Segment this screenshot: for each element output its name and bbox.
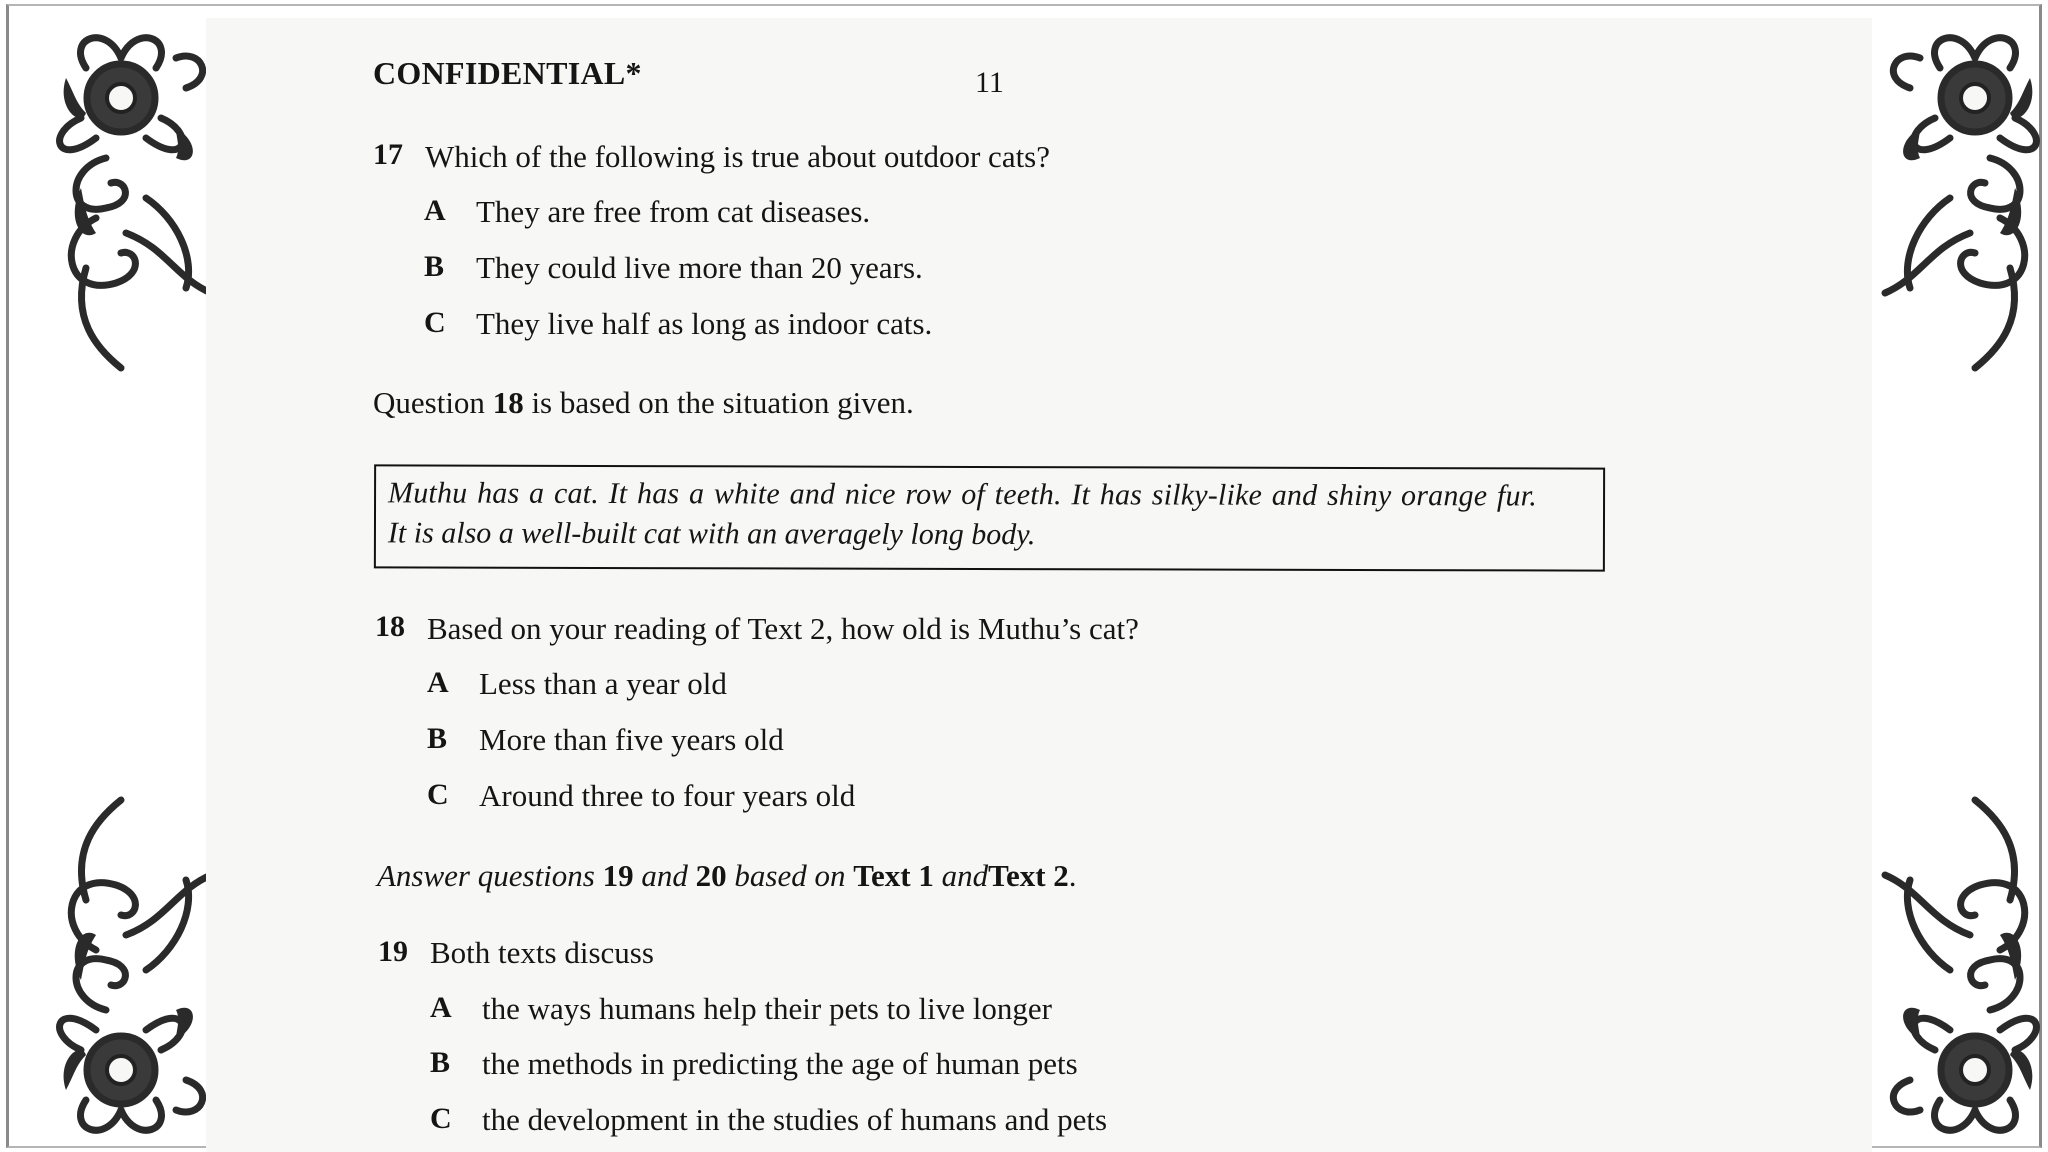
option-letter-a: A — [424, 194, 446, 227]
floral-ornament-top-right — [1870, 18, 2048, 378]
instr-text1: Text 1 — [853, 858, 934, 893]
option-text-c: Around three to four years old — [479, 778, 856, 813]
question-text: Based on your reading of Text 2, how old is Muthu’s cat? — [427, 611, 1139, 646]
option-letter-c: C — [427, 778, 449, 811]
option-letter-b: B — [427, 722, 448, 755]
floral-ornament-top-left — [26, 18, 226, 378]
option-text-b: the methods in predicting the age of human pets — [482, 1046, 1078, 1081]
instr-part3: based on — [734, 858, 846, 893]
option-text-b: More than five years old — [479, 722, 784, 757]
situation-line-2: It is also a well-built cat with an averagely long body. — [387, 516, 1036, 552]
option-text-a: the ways humans help their pets to live longer — [482, 991, 1052, 1026]
page-number: 11 — [975, 66, 1004, 99]
option-text-a: Less than a year old — [479, 666, 727, 701]
option-letter-a: A — [427, 666, 449, 699]
intro-before: Question — [373, 385, 485, 420]
question-number: 19 — [378, 935, 408, 968]
option-text-a: They are free from cat diseases. — [476, 194, 871, 229]
exam-page — [206, 18, 1872, 1152]
confidential-label: CONFIDENTIAL* — [373, 55, 642, 91]
instr-num2: 20 — [695, 858, 727, 893]
intro-number: 18 — [492, 385, 524, 420]
option-text-b: They could live more than 20 years. — [476, 250, 923, 285]
situation-line-1: Muthu has a cat. It has a white and nice row of teeth. It has silky-like and shiny orange fur. — [388, 476, 1537, 513]
instr-part1: Answer questions — [377, 858, 595, 893]
question-18-intro — [373, 385, 914, 421]
question-number: 18 — [375, 610, 405, 643]
floral-ornament-bottom-right — [1870, 790, 2048, 1150]
intro-after: is based on the situation given. — [531, 385, 914, 420]
option-letter-b: B — [430, 1046, 451, 1079]
situation-box — [374, 464, 1605, 571]
instr-text2: Text 2 — [988, 858, 1069, 893]
option-text-c: the development in the studies of humans and pets — [482, 1102, 1108, 1137]
question-text: Which of the following is true about outdoor cats? — [425, 139, 1051, 174]
instruction-19-20 — [377, 858, 1077, 894]
question-number: 17 — [373, 138, 403, 171]
floral-ornament-bottom-left — [26, 790, 226, 1150]
instr-part4: and — [941, 858, 989, 893]
instr-part2: and — [641, 858, 688, 893]
instr-end: . — [1068, 858, 1077, 893]
question-text: Both texts discuss — [430, 935, 654, 970]
option-letter-a: A — [430, 991, 452, 1024]
option-letter-c: C — [424, 306, 446, 339]
instr-num1: 19 — [602, 858, 634, 893]
option-letter-b: B — [424, 250, 445, 283]
option-letter-c: C — [430, 1102, 452, 1135]
option-text-c: They live half as long as indoor cats. — [476, 306, 933, 341]
